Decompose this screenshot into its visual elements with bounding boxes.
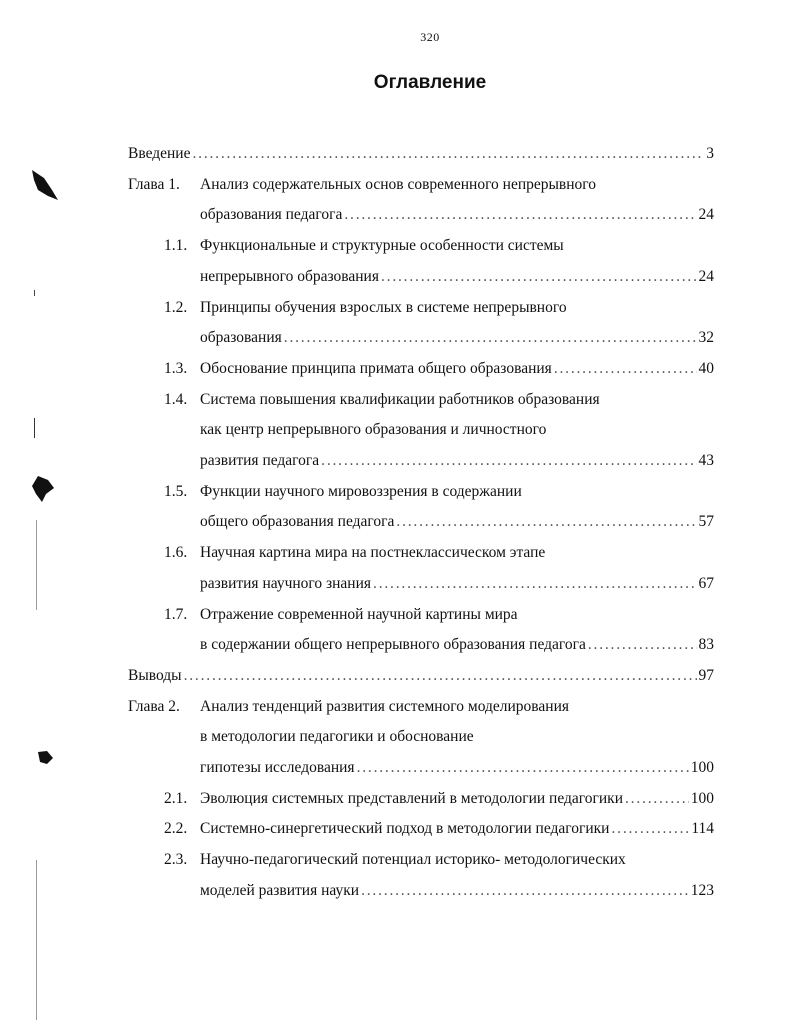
toc-entry-title: Научная картина мира на постнеклассическом этапе: [200, 544, 546, 562]
dot-leader: [357, 757, 689, 779]
toc-entry-line: [0, 358, 795, 380]
toc-entry-title: образования педагога: [200, 206, 343, 224]
toc-entry-title: Функциональные и структурные особенности системы: [200, 237, 564, 255]
toc-entry-page: 67: [698, 574, 714, 592]
toc-entry-title: Система повышения квалификации работников образования: [200, 390, 600, 408]
toc-entry-title: развития научного знания: [200, 574, 372, 592]
scan-line-4: [34, 290, 35, 296]
toc-entry-leader: [200, 634, 714, 656]
toc-entry-title: Функции научного мировоззрения в содержании: [200, 482, 522, 500]
toc-entry-line: [0, 849, 795, 871]
toc-entry-title: Анализ тенденций развития системного моделирования: [200, 697, 570, 715]
toc-entry-page: 97: [698, 666, 714, 684]
scan-blot-1: [30, 168, 60, 204]
toc-entry-leader: [200, 880, 714, 902]
toc-entry-line: [0, 419, 795, 441]
toc-entry-label: 2.3.: [164, 851, 188, 869]
toc-entry-line: [0, 818, 795, 840]
scan-blot-2: [30, 474, 56, 504]
toc-entry-line: [0, 604, 795, 626]
toc-entry-line: [0, 634, 795, 656]
toc-entry-page: 40: [698, 359, 714, 377]
toc-entry-title: в содержании общего непрерывного образования педагога: [200, 636, 586, 654]
toc-entry-label: 2.2.: [164, 820, 188, 838]
toc-entry-title: Научно-педагогический потенциал историко- методологических: [200, 851, 626, 869]
toc-entry-line: [0, 880, 795, 902]
toc-entry-title: Обоснование принципа примата общего образования: [200, 359, 552, 377]
toc-entry-title: Отражение современной научной картины мира: [200, 605, 518, 623]
dot-leader: [588, 634, 697, 656]
dot-leader: [396, 511, 696, 533]
toc-entry-title: как центр непрерывного образования и личностного: [200, 421, 547, 439]
toc-entry-label: Глава 2.: [128, 697, 180, 715]
toc-entry-leader: [200, 266, 714, 288]
toc-entry-line: [0, 542, 795, 564]
toc-entry-title: непрерывного образования: [200, 267, 379, 285]
toc-entry-label: 1.3.: [164, 359, 188, 377]
toc-entry-page: 123: [690, 881, 714, 899]
dot-leader: [192, 143, 704, 165]
toc-entry-leader: [200, 358, 714, 380]
toc-entry-title: в методологии педагогики и обоснование: [200, 728, 474, 746]
dot-leader: [381, 266, 697, 288]
toc-entry-line: [0, 511, 795, 533]
toc-entry-leader: [200, 511, 714, 533]
toc-entry-leader: [200, 204, 714, 226]
toc-entry-label: 1.5.: [164, 482, 188, 500]
toc-entry-title: Анализ содержательных основ современного непрерывного: [200, 175, 597, 193]
toc-entry-line: [0, 327, 795, 349]
toc-entry-line: [0, 389, 795, 411]
toc-entry-title: моделей развития науки: [200, 881, 360, 899]
toc-entry-line: [0, 696, 795, 718]
toc-entry-line: [0, 297, 795, 319]
toc-entry-page: 100: [690, 789, 714, 807]
toc-entry-page: 114: [691, 820, 714, 838]
scan-line-3: [36, 860, 37, 1020]
toc-entry-page: 100: [690, 759, 714, 776]
toc-entry-label: 1.7.: [164, 605, 188, 623]
page-title: Оглавление: [373, 72, 487, 93]
toc-entry-label: 2.1.: [164, 789, 188, 807]
page-number: 320: [420, 30, 440, 44]
toc-entry-line: [0, 235, 795, 257]
dot-leader: [611, 818, 689, 840]
toc-entry-label: 1.6.: [164, 544, 188, 562]
toc-entry-label: Глава 1.: [128, 175, 180, 193]
dot-leader: [625, 788, 689, 810]
dot-leader: [321, 450, 696, 472]
toc-entry-page: 32: [698, 329, 714, 347]
dot-leader: [184, 665, 697, 687]
dot-leader: [344, 204, 696, 226]
toc-entry-leader: [128, 143, 714, 165]
toc-entry-leader: [200, 327, 714, 349]
scan-line-1: [34, 418, 35, 438]
toc-entry-leader: [200, 788, 714, 810]
toc-entry-label: 1.2.: [164, 298, 188, 316]
toc-entry-title: общего образования педагога: [200, 513, 395, 531]
toc-entry-leader: [200, 573, 714, 595]
toc-entry-line: [0, 757, 795, 779]
toc-entry-line: [0, 481, 795, 503]
toc-entry-line: [0, 573, 795, 595]
toc-entry-page: 83: [698, 636, 714, 654]
toc-entry-page: 3: [706, 145, 714, 162]
dot-leader: [554, 358, 697, 380]
toc-entry-page: 43: [698, 452, 714, 469]
toc-entry-title: Системно-синергетический подход в методологии педагогики: [200, 820, 610, 838]
toc-entry-line: [0, 788, 795, 810]
toc-entry-leader: [200, 450, 714, 472]
scan-line-2: [36, 520, 37, 610]
toc-entry-title: Введение: [128, 145, 191, 162]
toc-entry-line: [0, 266, 795, 288]
scan-blot-3: [35, 748, 55, 768]
toc-entry-page: 24: [698, 206, 714, 224]
dot-leader: [373, 573, 696, 595]
toc-entry-title: образования: [200, 329, 282, 347]
toc-entry-line: [0, 204, 795, 226]
toc-entry-title: Выводы: [128, 666, 182, 684]
toc-entry-title: развития педагога: [200, 452, 320, 469]
toc-entry-line: [0, 450, 795, 472]
toc-entry-line: [0, 143, 795, 165]
toc-entry-line: [0, 726, 795, 748]
dot-leader: [284, 327, 697, 349]
toc-entry-label: 1.1.: [164, 237, 188, 255]
toc-entry-page: 24: [698, 267, 714, 285]
toc-entry-title: гипотезы исследования: [200, 759, 355, 776]
toc-entry-title: Принципы обучения взрослых в системе непрерывного: [200, 298, 567, 316]
dot-leader: [361, 880, 689, 902]
toc-entry-leader: [200, 757, 714, 779]
toc-entry-label: 1.4.: [164, 390, 188, 408]
toc-entry-line: [0, 174, 795, 196]
toc-entry-title: Эволюция системных представлений в методологии педагогики: [200, 789, 623, 807]
toc-entry-page: 57: [698, 513, 714, 531]
toc-entry-line: [0, 665, 795, 687]
toc-entry-leader: [128, 665, 714, 687]
toc-entry-leader: [200, 818, 714, 840]
